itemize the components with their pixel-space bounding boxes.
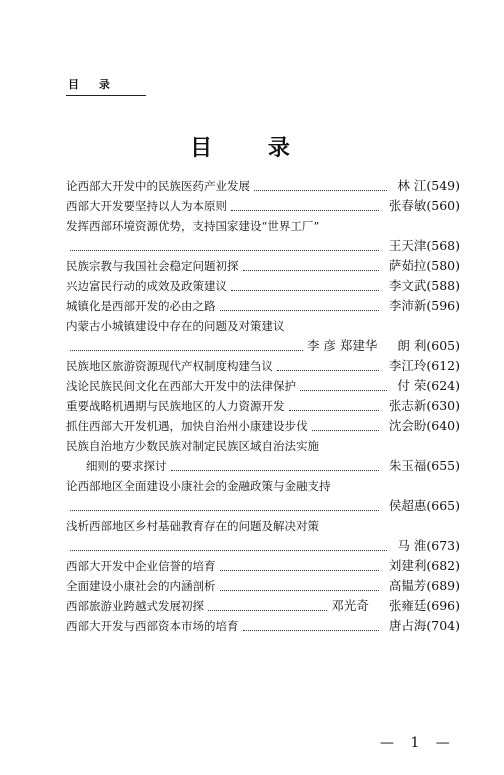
entry-author: 李沛新: [388, 298, 427, 313]
leader-dots: [289, 410, 379, 411]
toc-entry[interactable]: [66, 256, 460, 276]
entry-title: 西部大开发要坚持以人为本原则: [66, 199, 227, 213]
running-head: 目 录: [68, 78, 118, 91]
entry-page: (560): [426, 198, 460, 213]
entry-author: 沈会盼: [388, 418, 427, 433]
entry-page: (605): [426, 338, 460, 353]
leader-dots: [70, 250, 379, 251]
entry-author: 唐占海: [388, 618, 427, 633]
entry-page: (624): [426, 378, 460, 393]
leader-dots: [231, 210, 379, 211]
leader-dots: [300, 390, 387, 391]
entry-author: 张志新: [388, 398, 427, 413]
entry-page: (568): [426, 238, 460, 253]
toc-entry[interactable]: [66, 396, 460, 416]
toc-entry-cont[interactable]: [66, 456, 460, 476]
entry-title: 城镇化是西部开发的必由之路: [66, 299, 216, 313]
leader-dots: [254, 190, 387, 191]
entry-author: 朗 利: [397, 338, 427, 353]
toc-entry[interactable]: [66, 376, 460, 396]
leader-dots: [70, 510, 379, 511]
entry-author: 萨茹拉: [388, 258, 427, 273]
leader-dots: [171, 470, 379, 471]
entry-author: 刘建利: [388, 558, 427, 573]
entry-title: 抓住西部大开发机遇，加快自治州小康建设步伐: [66, 419, 308, 433]
entry-page: (588): [426, 278, 460, 293]
leader-dots: [208, 610, 327, 611]
entry-title: 浅论民族民间文化在西部大开发中的法律保护: [66, 379, 296, 393]
entry-title: 发挥西部环境资源优势，支持国家建设“世界工厂”: [66, 219, 320, 233]
entry-page: (665): [426, 498, 460, 513]
entry-author: 张雍廷: [388, 598, 427, 613]
entry-page: (612): [426, 358, 460, 373]
leader-dots: [243, 630, 379, 631]
entry-title: 民族地区旅游资源现代产权制度构建刍议: [66, 359, 273, 373]
entry-page: (655): [426, 458, 460, 473]
page-title: 目 录: [190, 136, 314, 161]
toc-entry-cont[interactable]: [66, 496, 460, 516]
entry-page: (580): [426, 258, 460, 273]
toc-list: [66, 176, 460, 636]
entry-page: (640): [426, 418, 460, 433]
toc-entry[interactable]: [66, 616, 460, 636]
leader-dots: [243, 270, 379, 271]
entry-title-cont: 细则的要求探讨: [86, 459, 167, 473]
entry-author: 侯超惠: [388, 498, 427, 513]
entry-title: 西部旅游业跨越式发展初探: [66, 599, 204, 613]
running-head-rule: [66, 95, 146, 96]
leader-dots: [312, 430, 379, 431]
entry-author: 李文武: [388, 278, 427, 293]
entry-author: 王天津: [388, 238, 427, 253]
entry-title: 内蒙古小城镇建设中存在的问题及对策建议: [66, 319, 285, 333]
entry-page: (630): [426, 398, 460, 413]
entry-page: (704): [426, 618, 460, 633]
entry-title: 西部大开发中企业信誉的培育: [66, 559, 216, 573]
leader-dots: [70, 550, 387, 551]
entry-page: (673): [426, 538, 460, 553]
entry-title: 民族宗教与我国社会稳定问题初探: [66, 259, 239, 273]
entry-page: (689): [426, 578, 460, 593]
toc-entry[interactable]: [66, 356, 460, 376]
toc-entry[interactable]: [66, 316, 460, 336]
toc-entry[interactable]: [66, 436, 460, 456]
toc-entry[interactable]: [66, 516, 460, 536]
entry-title: 论西部大开发中的民族医药产业发展: [66, 179, 250, 193]
entry-title: 全面建设小康社会的内涵剖析: [66, 579, 216, 593]
entry-author: 付 荣: [397, 378, 427, 393]
entry-title: 民族自治地方少数民族对制定民族区域自治法实施: [66, 439, 319, 453]
entry-page: (696): [426, 598, 460, 613]
toc-entry[interactable]: [66, 176, 460, 196]
entry-title: 兴边富民行动的成效及政策建议: [66, 279, 227, 293]
toc-entry[interactable]: [66, 216, 460, 236]
toc-entry[interactable]: [66, 476, 460, 496]
entry-author: 朱玉福: [388, 458, 427, 473]
entry-page: (596): [426, 298, 460, 313]
toc-entry[interactable]: [66, 296, 460, 316]
toc-entry-cont[interactable]: [66, 536, 460, 556]
page-number: — 1 —: [380, 735, 456, 751]
leader-dots: [220, 590, 379, 591]
toc-entry[interactable]: [66, 416, 460, 436]
toc-entry-cont[interactable]: [66, 236, 460, 256]
leader-dots: [231, 290, 379, 291]
entry-author: 高韫芳: [388, 578, 427, 593]
entry-title: 论西部地区全面建设小康社会的金融政策与金融支持: [66, 479, 331, 493]
toc-entry[interactable]: [66, 576, 460, 596]
entry-page: (549): [426, 178, 460, 193]
entry-author: 张春敏: [388, 198, 427, 213]
entry-page: (682): [426, 558, 460, 573]
entry-author: 李江玲: [388, 358, 427, 373]
leader-dots: [277, 370, 379, 371]
toc-entry[interactable]: [66, 196, 460, 216]
entry-coauthors: 李 彦 郑建华: [306, 338, 378, 353]
toc-entry[interactable]: [66, 556, 460, 576]
entry-author: 马 淮: [397, 538, 427, 553]
leader-dots: [220, 570, 379, 571]
leader-dots: [220, 310, 379, 311]
toc-entry[interactable]: [66, 276, 460, 296]
toc-entry[interactable]: [66, 596, 460, 616]
entry-title: 浅析西部地区乡村基础教育存在的问题及解决对策: [66, 519, 319, 533]
leader-dots: [70, 350, 303, 351]
entry-coauthors: 邓光奇: [331, 598, 369, 613]
entry-title: 西部大开发与西部资本市场的培育: [66, 619, 239, 633]
toc-entry-cont[interactable]: [66, 336, 460, 356]
entry-author: 林 江: [397, 178, 427, 193]
entry-title: 重要战略机遇期与民族地区的人力资源开发: [66, 399, 285, 413]
